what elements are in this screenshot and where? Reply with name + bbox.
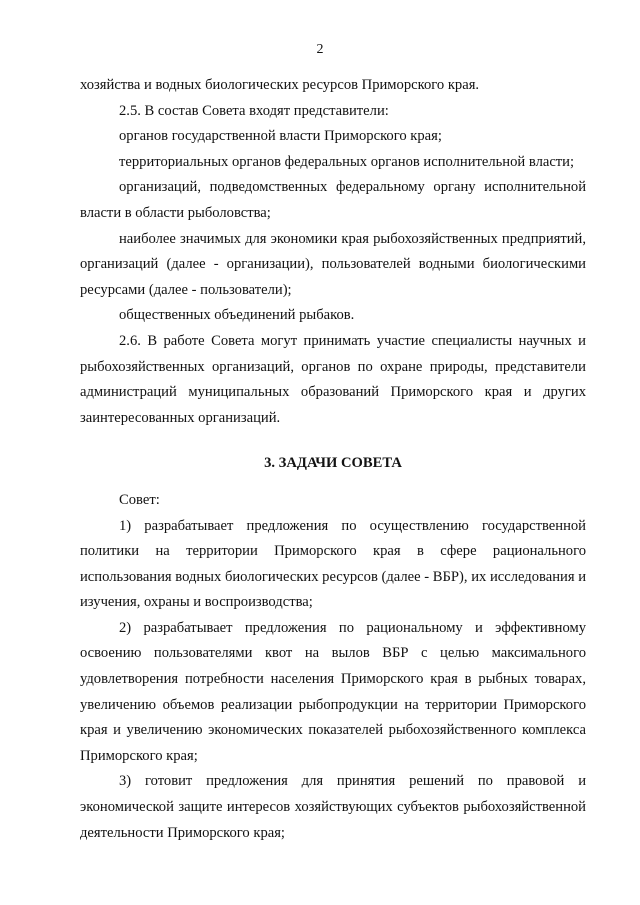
list-item-state-authorities: органов государственной власти Приморского края; — [119, 128, 442, 145]
clause-2-5: 2.5. В состав Совета входят представители: — [119, 102, 389, 119]
task-item-3: 3) готовит предложения для принятия решений по правовой и экономической защите интересов хозяйствующих субъектов рыбохозяйственной деятельности Приморского края; — [80, 773, 586, 841]
task-item-2: 2) разрабатывает предложения по рациональному и эффективному освоению пользователями квот на вылов ВБР с целью максимального удовлетворения потребности населения Приморского края в рыбных товарах, увеличению объемов реализации рыбопродукции на территории Приморского края и увеличению экономических показателей рыбохозяйственного комплекса Приморского края; — [80, 619, 586, 764]
paragraph-continuation: хозяйства и водных биологических ресурсов Приморского края. — [80, 77, 480, 93]
council-intro: Совет: — [119, 491, 160, 508]
list-item-subordinate-organizations: организаций, подведомственных федеральному органу исполнительной власти в области рыболовства; — [80, 179, 586, 221]
list-item-territorial-bodies: территориальных органов федеральных органов исполнительной власти; — [119, 153, 575, 170]
clause-2-6: 2.6. В работе Совета могут принимать участие специалисты научных и рыбохозяйственных организаций, органов по охране природы, представители администраций муниципальных образований Приморского края и других заинтересованных организаций. — [80, 332, 586, 426]
page-number: 2 — [316, 42, 324, 57]
section-heading: 3. ЗАДАЧИ СОВЕТА — [264, 455, 402, 472]
list-item-significant-enterprises: наиболее значимых для экономики края рыбохозяйственных предприятий, организаций (далее - организации), пользователей водными биологическими ресурсами (далее - пользователи); — [80, 230, 586, 298]
task-item-1: 1) разрабатывает предложения по осуществлению государственной политики на территории Приморского края в сфере рационального использования водных биологических ресурсов (далее - ВБР), их исследования и изучения, охраны и воспроизводства; — [80, 517, 586, 611]
document-body — [80, 73, 586, 846]
list-item-public-associations: общественных объединений рыбаков. — [119, 307, 355, 324]
